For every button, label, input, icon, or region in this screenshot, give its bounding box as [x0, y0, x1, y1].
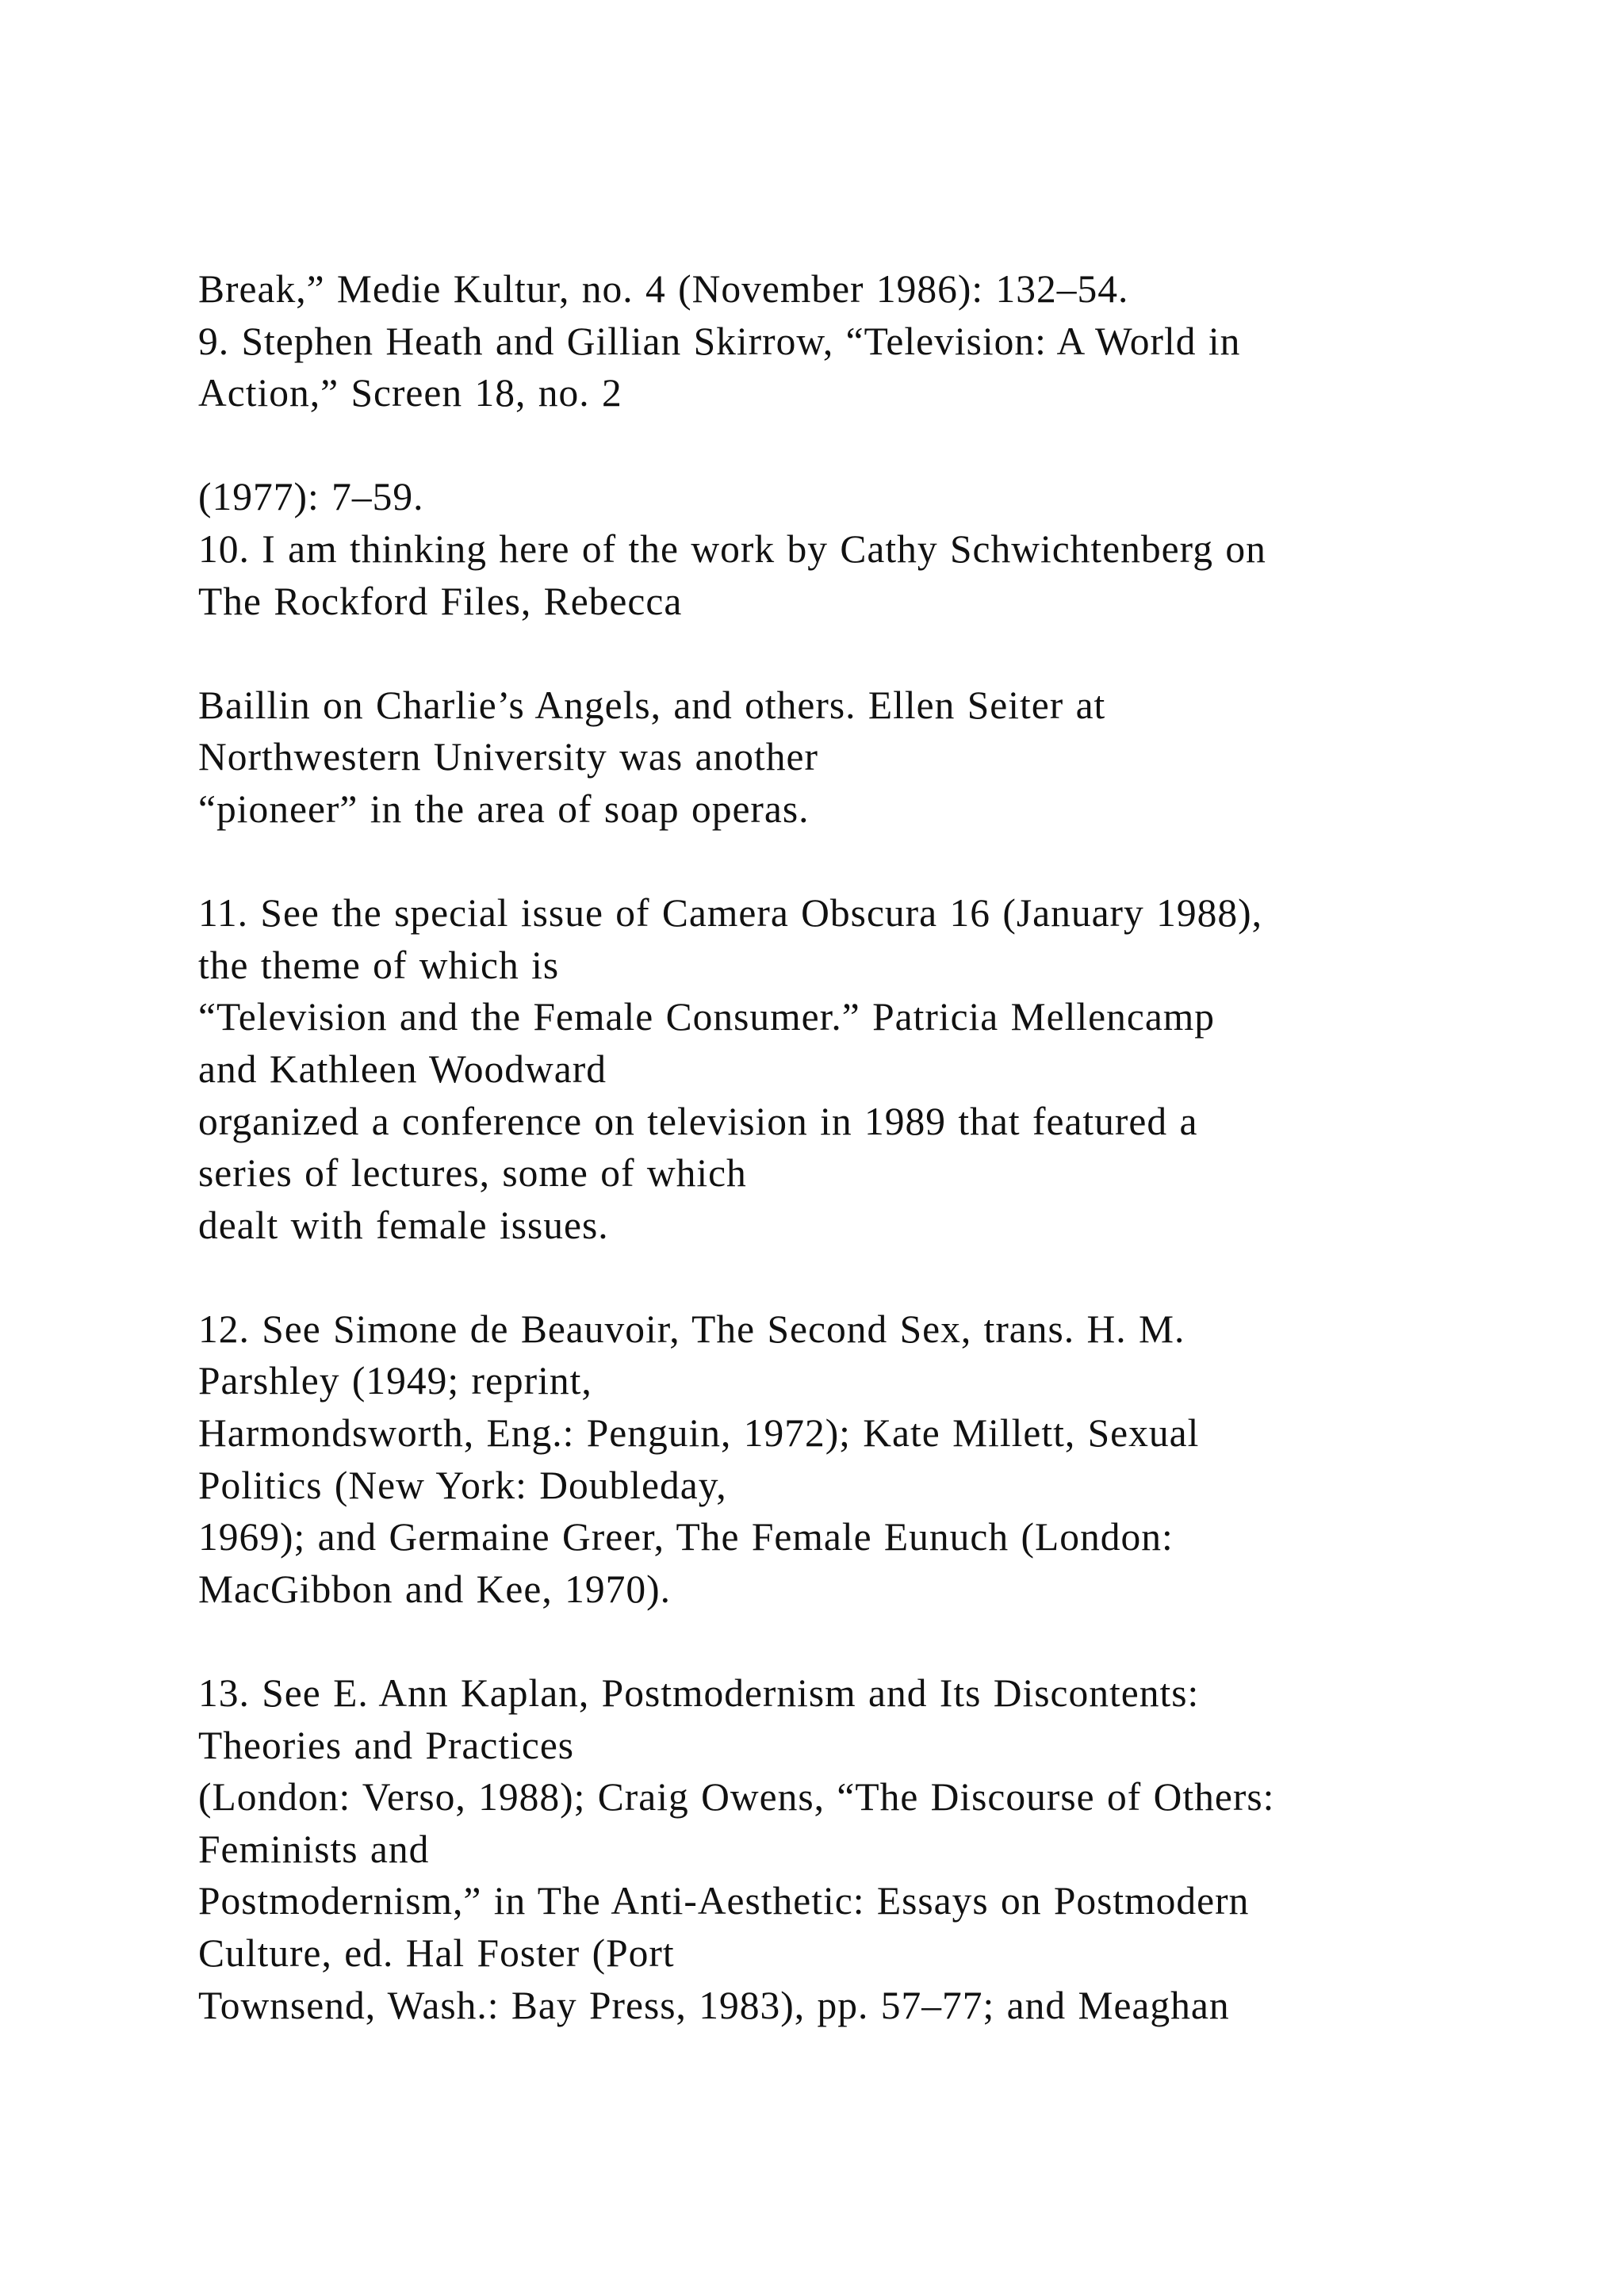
text-line: 12. See Simone de Beauvoir, The Second Sex, trans. H. M.	[198, 1307, 1185, 1351]
blank-line	[198, 1251, 1562, 1303]
text-line: dealt with female issues.	[198, 1203, 609, 1247]
text-line: 10. I am thinking here of the work by Cathy Schwichtenberg on	[198, 526, 1266, 571]
text-line: 11. See the special issue of Camera Obscura 16 (January 1988),	[198, 891, 1263, 936]
text-line: Theories and Practices	[198, 1723, 575, 1767]
text-line: Break,” Medie Kultur, no. 4 (November 1986): 132–54.	[198, 267, 1129, 311]
text-line: Northwestern University was another	[198, 735, 818, 779]
text-line: The Rockford Files, Rebecca	[198, 579, 683, 623]
text-line: “Television and the Female Consumer.” Patricia Mellencamp	[198, 995, 1216, 1039]
text-line: the theme of which is	[198, 943, 560, 987]
text-line: Action,” Screen 18, no. 2	[198, 371, 622, 415]
text-line: series of lectures, some of which	[198, 1151, 747, 1196]
text-line: Harmondsworth, Eng.: Penguin, 1972); Kate Millett, Sexual	[198, 1411, 1200, 1456]
text-line: (1977): 7–59.	[198, 475, 424, 519]
text-line: MacGibbon and Kee, 1970).	[198, 1567, 671, 1611]
text-line: organized a conference on television in 1989 that featured a	[198, 1099, 1198, 1143]
text-line: 13. See E. Ann Kaplan, Postmodernism and Its Discontents:	[198, 1671, 1200, 1716]
text-line: Postmodernism,” in The Anti-Aesthetic: Essays on Postmodern	[198, 1879, 1250, 1923]
text-line: Feminists and	[198, 1827, 430, 1871]
text-line: Politics (New York: Doubleday,	[198, 1463, 727, 1507]
footnotes-text	[198, 263, 1562, 2031]
text-line: 9. Stephen Heath and Gillian Skirrow, “Television: A World in	[198, 319, 1241, 363]
text-line: “pioneer” in the area of soap operas.	[198, 786, 810, 831]
blank-line	[198, 1615, 1562, 1667]
blank-line	[198, 419, 1562, 472]
text-line: Parshley (1949; reprint,	[198, 1359, 592, 1403]
text-line: Baillin on Charlie’s Angels, and others. Ellen Seiter at	[198, 683, 1106, 727]
text-line: (London: Verso, 1988); Craig Owens, “The Discourse of Others:	[198, 1775, 1275, 1820]
text-line: Culture, ed. Hal Foster (Port	[198, 1931, 675, 1975]
blank-line	[198, 627, 1562, 679]
text-line: 1969); and Germaine Greer, The Female Eunuch (London:	[198, 1515, 1174, 1559]
blank-line	[198, 836, 1562, 888]
text-line: Townsend, Wash.: Bay Press, 1983), pp. 57–77; and Meaghan	[198, 1983, 1230, 2027]
text-line: and Kathleen Woodward	[198, 1047, 607, 1091]
